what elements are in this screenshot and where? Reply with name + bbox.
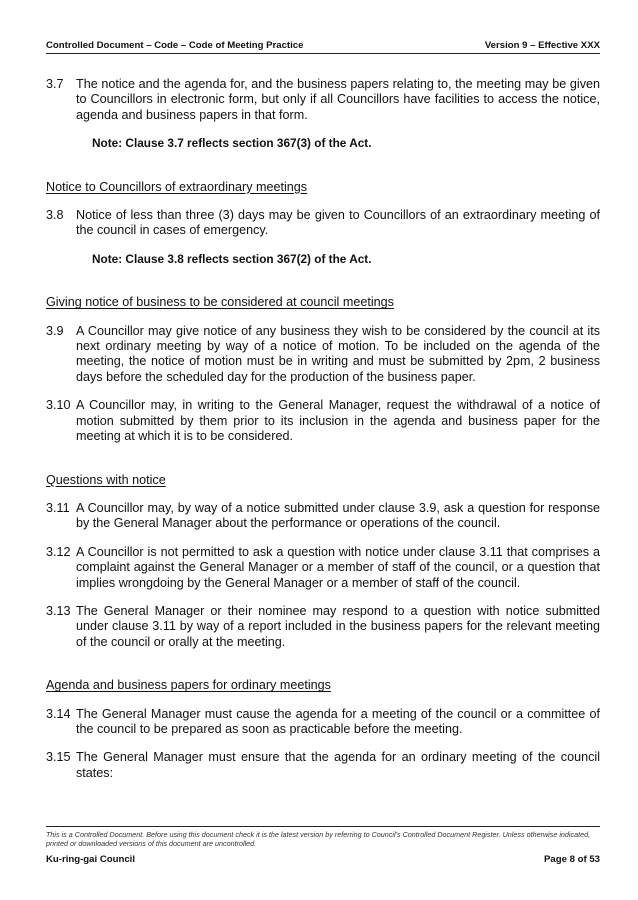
note-3-7: Note: Clause 3.7 reflects section 367(3) of the Act. [92, 136, 372, 151]
section-heading-business: Giving notice of business to be considered at council meetings [46, 295, 394, 310]
header-doc-title: Controlled Document – Code – Code of Meeting Practice [46, 40, 304, 51]
clause-3-15 [46, 750, 600, 781]
clause-text: Notice of less than three (3) days may be given to Councillors of an extraordinary meeting of the council in cases of emergency. [76, 208, 600, 238]
footer-organisation: Ku-ring-gai Council [46, 854, 135, 865]
clause-3-13 [46, 604, 600, 650]
clause-text: A Councillor may, by way of a notice submitted under clause 3.9, ask a question for response by the General Manager about the performance or operations of the council. [76, 500, 600, 531]
section-heading-questions: Questions with notice [46, 472, 166, 487]
clause-number: 3.8 [46, 208, 64, 223]
clause-text: The notice and the agenda for, and the business papers relating to, the meeting may be given to Councillors in electronic form, but only if all Councillors have facilities to access the notice, agenda and business papers in that form. [76, 77, 600, 122]
clause-text: A Councillor is not permitted to ask a question with notice under clause 3.11 that comprises a complaint against the General Manager or a member of staff of the council, or a question that implies wrongdoing by the General Manager or a member of staff of the council. [76, 544, 600, 590]
clause-number: 3.14 [46, 706, 71, 721]
clause-number: 3.12 [46, 544, 71, 559]
controlled-document-disclaimer: This is a Controlled Document. Before using this document check it is the latest version by referring to Council’s Controlled Document Register. Unless otherwise indicated, printed or downloaded versions of this document are uncontrolled. [46, 830, 591, 848]
clause-3-10 [46, 398, 600, 444]
clause-number: 3.15 [46, 750, 71, 765]
clause-3-8 [46, 208, 600, 239]
clause-3-9 [46, 324, 600, 386]
clause-text: A Councillor may, in writing to the General Manager, request the withdrawal of a notice of motion submitted by them prior to its inclusion in the agenda and business paper for the meeting at which it is to be considered. [76, 398, 600, 444]
clause-number: 3.7 [46, 77, 64, 91]
clause-3-11 [46, 501, 600, 532]
clause-text: The General Manager must cause the agenda for a meeting of the council or a committee of the council to be prepared as soon as practicable before the meeting. [76, 706, 600, 736]
clause-3-7 [46, 77, 600, 123]
clause-number: 3.11 [46, 500, 70, 515]
clause-number: 3.10 [46, 398, 71, 413]
clause-number: 3.9 [46, 323, 64, 338]
header-version: Version 9 – Effective XXX [484, 40, 600, 51]
clause-number: 3.13 [46, 603, 71, 618]
note-3-8: Note: Clause 3.8 reflects section 367(2) of the Act. [92, 251, 372, 266]
section-heading-agenda: Agenda and business papers for ordinary meetings [46, 678, 331, 693]
clause-3-14 [46, 707, 600, 738]
page-header [46, 40, 600, 54]
clause-text: A Councillor may give notice of any business they wish to be considered by the council at its next ordinary meeting by way of a notice of motion. To be included on the agenda of the meeting, the notice of motion must be in writing and must be submitted by 2pm, 2 business days before the scheduled day for the production of the business paper. [76, 323, 600, 384]
page-footer [46, 854, 600, 865]
clause-text: The General Manager or their nominee may respond to a question with notice submitted under clause 3.11 by way of a report included in the business papers for the relevant meeting of the council or orally at the meeting. [76, 603, 600, 649]
clause-3-12 [46, 545, 600, 591]
clause-text: The General Manager must ensure that the agenda for an ordinary meeting of the council states: [76, 750, 600, 780]
page-number: Page 8 of 53 [544, 854, 600, 865]
section-heading-extraordinary: Notice to Councillors of extraordinary meetings [46, 179, 308, 194]
footer-divider [46, 826, 600, 827]
document-body [46, 77, 600, 781]
